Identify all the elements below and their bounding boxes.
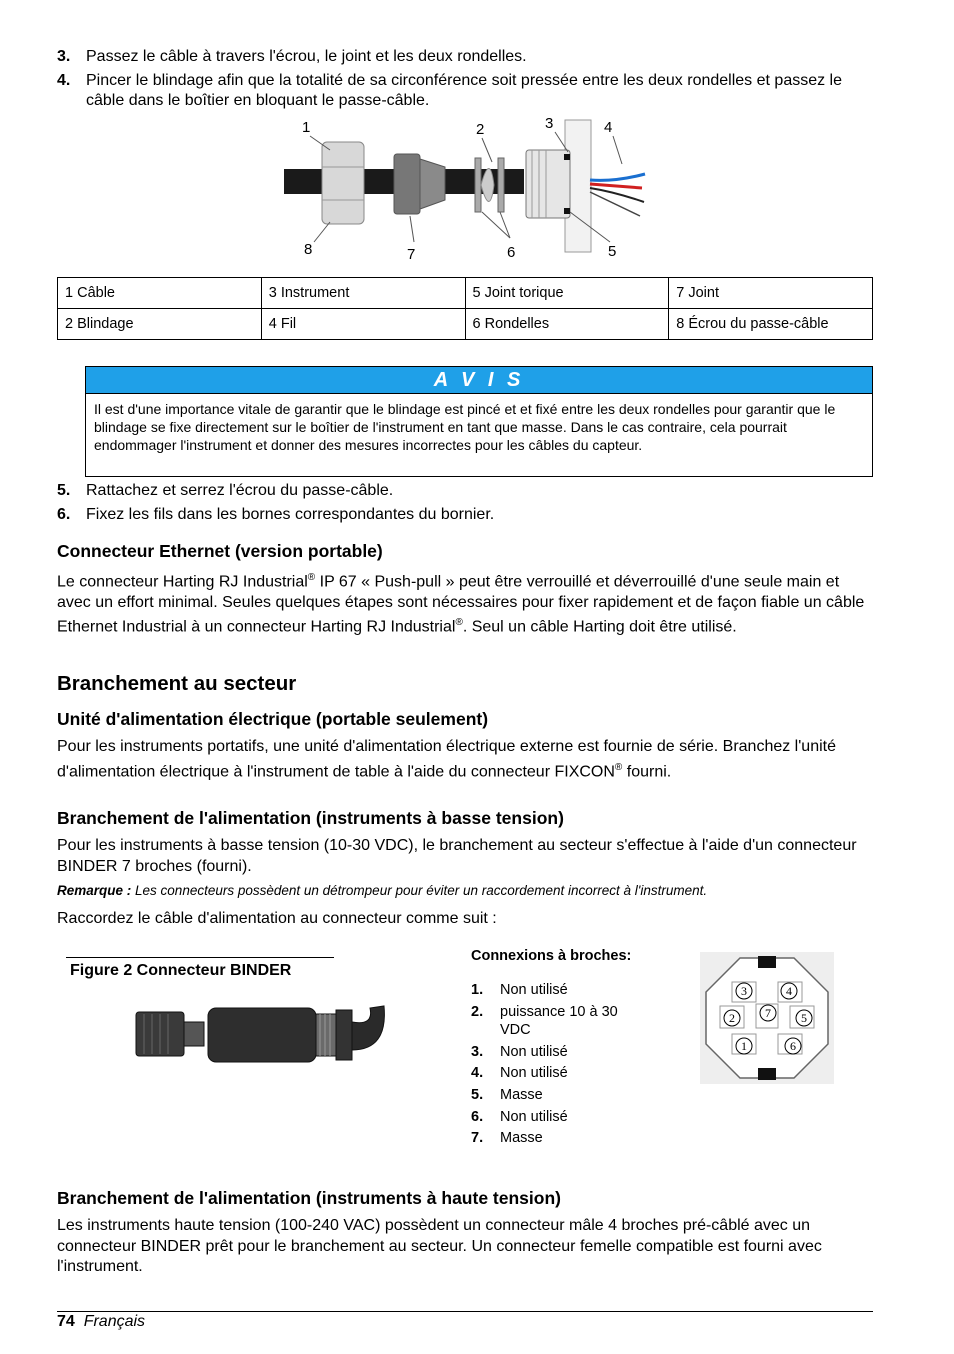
text-run: Le connecteur Harting RJ Industrial — [57, 573, 308, 591]
registered-mark: ® — [455, 617, 463, 629]
callout-5: 5 — [608, 243, 617, 260]
notice-box — [85, 366, 873, 477]
ethernet-paragraph — [57, 568, 877, 638]
legend-cell: 2 Blindage — [58, 309, 262, 340]
cable-gland-diagram — [270, 112, 670, 267]
high-voltage-paragraph: Les instruments haute tension (100-240 VAC) possèdent un connecteur mâle 4 broches pré-câblé avec un connecteur BINDER prêt pour le branchement au secteur. Un connecteur femelle compatible est fourni avec l'instrument. — [57, 1217, 822, 1275]
callout-7: 7 — [407, 246, 416, 263]
pin-number: 7. — [471, 1130, 484, 1146]
pin-text: Masse — [500, 1130, 543, 1146]
step-text: Pincer le blindage afin que la totalité de sa circonférence soit pressée entre les deux rondelles et passez le câble dans le boîtier en bloquant le passe-câble. — [86, 72, 843, 109]
footer-language: Français — [83, 1313, 146, 1330]
remark — [57, 883, 707, 898]
legend-cell: 5 Joint torique — [465, 278, 669, 309]
pin-text: Non utilisé — [500, 1044, 568, 1060]
registered-mark: ® — [614, 761, 623, 773]
pin-label-7: 7 — [765, 1006, 771, 1020]
step-number: 4. — [57, 72, 71, 89]
legend-cell: 7 Joint — [669, 278, 873, 309]
pin-number: 3. — [471, 1044, 484, 1060]
pin-number: 1. — [471, 982, 484, 998]
pin-label-5: 5 — [801, 1011, 807, 1025]
text-run: Pour les instruments portatifs, une unité d'alimentation électrique externe est fournie de série. Branchez l'unité d'alimentation électrique à l'instrument de table à l'aide du connecteur FIXCON — [57, 738, 836, 780]
pin-number: 6. — [471, 1109, 484, 1125]
pin-label-4: 4 — [786, 984, 792, 998]
remark-text: Les connecteurs possèdent un détrompeur pour éviter un raccordement incorrect à l'instrument. — [131, 883, 708, 898]
pin-label-6: 6 — [790, 1039, 796, 1053]
legend-cell: 4 Fil — [261, 309, 465, 340]
pin-text: Non utilisé — [500, 1109, 568, 1125]
text-run: . Seul un câble Harting doit être utilisé. — [462, 618, 737, 636]
table-row — [58, 278, 873, 309]
callout-4: 4 — [604, 119, 613, 136]
step-text: Fixez les fils dans les bornes correspondantes du bornier. — [86, 506, 495, 523]
pin-number: 4. — [471, 1065, 484, 1081]
step-text: Rattachez et serrez l'écrou du passe-câble. — [86, 482, 394, 499]
ethernet-heading: Connecteur Ethernet (version portable) — [57, 541, 383, 561]
remark-label: Remarque : — [57, 883, 132, 898]
callout-8: 8 — [304, 241, 313, 258]
pin-number: 5. — [471, 1087, 484, 1103]
callout-6: 6 — [507, 244, 516, 261]
connect-instruction: Raccordez le câble d'alimentation au connecteur comme suit : — [57, 910, 497, 927]
high-voltage-heading: Branchement de l'alimentation (instruments à haute tension) — [57, 1188, 561, 1208]
callout-2: 2 — [476, 121, 485, 138]
low-voltage-paragraph: Pour les instruments à basse tension (10-30 VDC), le branchement au secteur s'effectue à l'aide d'un connecteur BINDER 7 broches (fourni). — [57, 837, 857, 875]
text-run: fourni. — [622, 762, 672, 780]
step-number: 3. — [57, 48, 71, 65]
footer-rule — [57, 1311, 873, 1312]
section-title: Branchement au secteur — [57, 672, 297, 695]
pin-text: Non utilisé — [500, 1065, 568, 1081]
legend-cell: 3 Instrument — [261, 278, 465, 309]
callout-1: 1 — [302, 119, 311, 136]
figure-caption: Figure 2 Connecteur BINDER — [70, 962, 292, 979]
page-number: 74 — [57, 1313, 75, 1330]
text-run: IP 67 « Push-pull » peut être verrouillé et déverrouillé d'une seule main et avec un effort minimal. Seules quelques étapes sont nécessaires pour fixer rapidement et de façon fiable un câble Ethernet Industrial à un connecteur Harting RJ Industrial — [57, 573, 865, 636]
page-footer — [57, 1313, 145, 1331]
step-number: 6. — [57, 506, 71, 523]
pin-label-3: 3 — [741, 984, 747, 998]
legend-cell: 8 Écrou du passe-câble — [669, 309, 873, 340]
pin-label-1: 1 — [741, 1039, 747, 1053]
pin-text: puissance 10 à 30 VDC — [500, 1004, 618, 1038]
pin-number: 2. — [471, 1004, 484, 1020]
registered-mark: ® — [307, 572, 316, 583]
binder-connector-image — [130, 1000, 390, 1070]
pin-text: Non utilisé — [500, 982, 568, 998]
legend-cell: 6 Rondelles — [465, 309, 669, 340]
table-row — [58, 309, 873, 340]
pin-text: Masse — [500, 1087, 543, 1103]
pin-layout-diagram — [700, 952, 834, 1084]
power-unit-paragraph — [57, 737, 877, 782]
notice-body: Il est d'une importance vitale de garantir que le blindage est pincé et et fixé entre les deux rondelles pour garantir que le blindage se fixe directement sur le boîtier de l'instrument en tant que masse. Dans le cas contraire, cela pourrait endommager l'instrument et donner des mesures incorrectes pour les câbles du capteur. — [94, 401, 836, 453]
power-unit-heading: Unité d'alimentation électrique (portable seulement) — [57, 709, 489, 729]
pin-label-2: 2 — [729, 1011, 735, 1025]
pins-heading: Connexions à broches: — [471, 948, 632, 964]
step-number: 5. — [57, 482, 71, 499]
callout-3: 3 — [545, 115, 554, 132]
legend-cell: 1 Câble — [58, 278, 262, 309]
figure-rule — [66, 957, 334, 958]
step-text: Passez le câble à travers l'écrou, le joint et les deux rondelles. — [86, 48, 527, 65]
notice-title: A V I S — [86, 367, 872, 394]
low-voltage-heading: Branchement de l'alimentation (instruments à basse tension) — [57, 808, 564, 828]
legend-table — [57, 277, 873, 340]
